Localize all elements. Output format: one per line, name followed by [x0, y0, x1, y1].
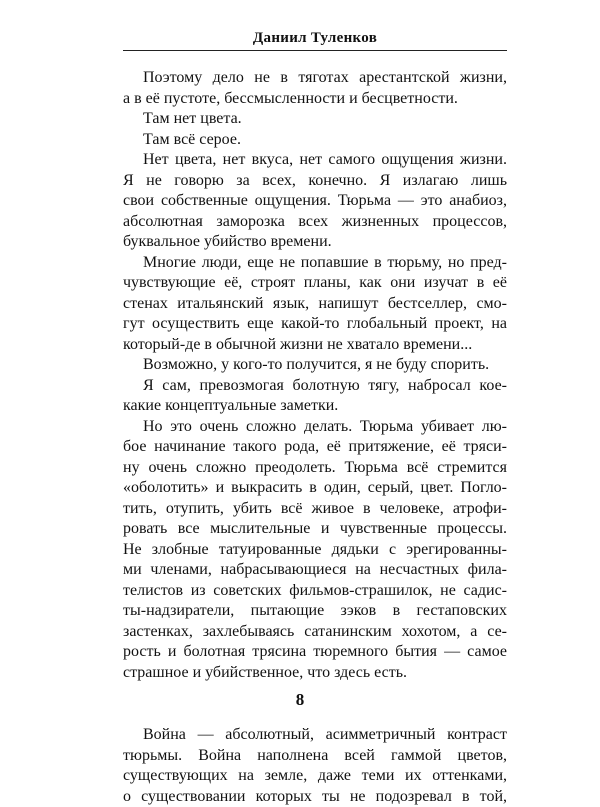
text-line: Поэтому дело не в тяготах арестантской жизни,	[123, 68, 507, 89]
text-line: рость и болотная трясина тюремного бытия — самое	[123, 642, 507, 663]
text-line: ну очень сложно преодолеть. Тюрьма всё стремится	[123, 458, 507, 479]
text-line: Я сам, превозмогая болотную тягу, набросал кое-	[123, 376, 507, 397]
text-line: существующих на земле, даже теми их оттенками,	[123, 766, 507, 787]
text-line: о существовании которых ты не подозревал в той,	[123, 787, 507, 807]
running-header-author: Даниил Туленков	[123, 30, 507, 47]
text-line: «оболотить» и выкрасить в один, серый, цвет. Погло-	[123, 478, 507, 499]
text-line: тить, отупить, убить всё живое в человеке, атрофи-	[123, 499, 507, 520]
paragraph	[123, 355, 507, 376]
text-line: Но это очень сложно делать. Тюрьма убивает лю-	[123, 417, 507, 438]
text-line: Война — абсолютный, асимметричный контраст	[123, 725, 507, 746]
paragraph	[123, 417, 507, 684]
text-line: ты-надзиратели, пытающие зэков в гестаповских	[123, 601, 507, 622]
paragraph	[123, 253, 507, 356]
text-line: а в её пустоте, бессмысленности и бесцветности.	[123, 90, 458, 107]
header-rule	[123, 50, 507, 51]
text-line: застенках, захлебываясь сатанинским хохотом, а се-	[123, 622, 507, 643]
text-line: телистов из советских фильмов-страшилок, не садис-	[123, 581, 507, 602]
text-line: тюрьмы. Война наполнена всей гаммой цветов,	[123, 746, 507, 767]
text-line: Там нет цвета.	[123, 109, 507, 130]
text-line: буквальное убийство времени.	[123, 232, 507, 253]
paragraph	[123, 376, 507, 417]
text-line: Возможно, у кого-то получится, я не буду спорить.	[123, 355, 507, 376]
text-line: какие концептуальные заметки.	[123, 396, 507, 417]
text-line: Там всё серое.	[123, 130, 507, 151]
text-line: страшное и убийственное, что здесь есть.	[123, 663, 507, 684]
text-line: ми членами, набрасывающиеся на несчастных фила-	[123, 560, 507, 581]
text-line: свои собственные ощущения. Тюрьма — это анабиоз,	[123, 191, 507, 212]
paragraph	[123, 130, 507, 151]
text-line: Не злобные татуированные дядьки с эрегированны-	[123, 540, 507, 561]
page-number: 8	[0, 690, 600, 710]
text-line: Нет цвета, нет вкуса, нет самого ощущения жизни.	[123, 150, 507, 171]
paragraph	[123, 109, 507, 130]
text-line: гут осуществить еще какой-то глобальный проект, на	[123, 314, 507, 335]
text-line: стенах итальянский язык, напишут бестселлер, смо-	[123, 294, 507, 315]
text-line: абсолютная заморозка всех жизненных процессов,	[123, 212, 507, 233]
paragraph	[123, 725, 507, 807]
text-line: который-де в обычной жизни не хватало времени...	[123, 335, 507, 356]
text-line: ровать все мыслительные и чувственные процессы.	[123, 519, 507, 540]
paragraph	[123, 68, 507, 109]
text-line: чувствующие её, строят планы, как они изучат в её	[123, 273, 507, 294]
text-line: Многие люди, еще не попавшие в тюрьму, но пред-	[123, 253, 507, 274]
text-line: бое начинание такого рода, её притяжение, её тряси-	[123, 437, 507, 458]
paragraph	[123, 150, 507, 253]
text-line: Я не говорю за всех, конечно. Я излагаю лишь	[123, 171, 507, 192]
